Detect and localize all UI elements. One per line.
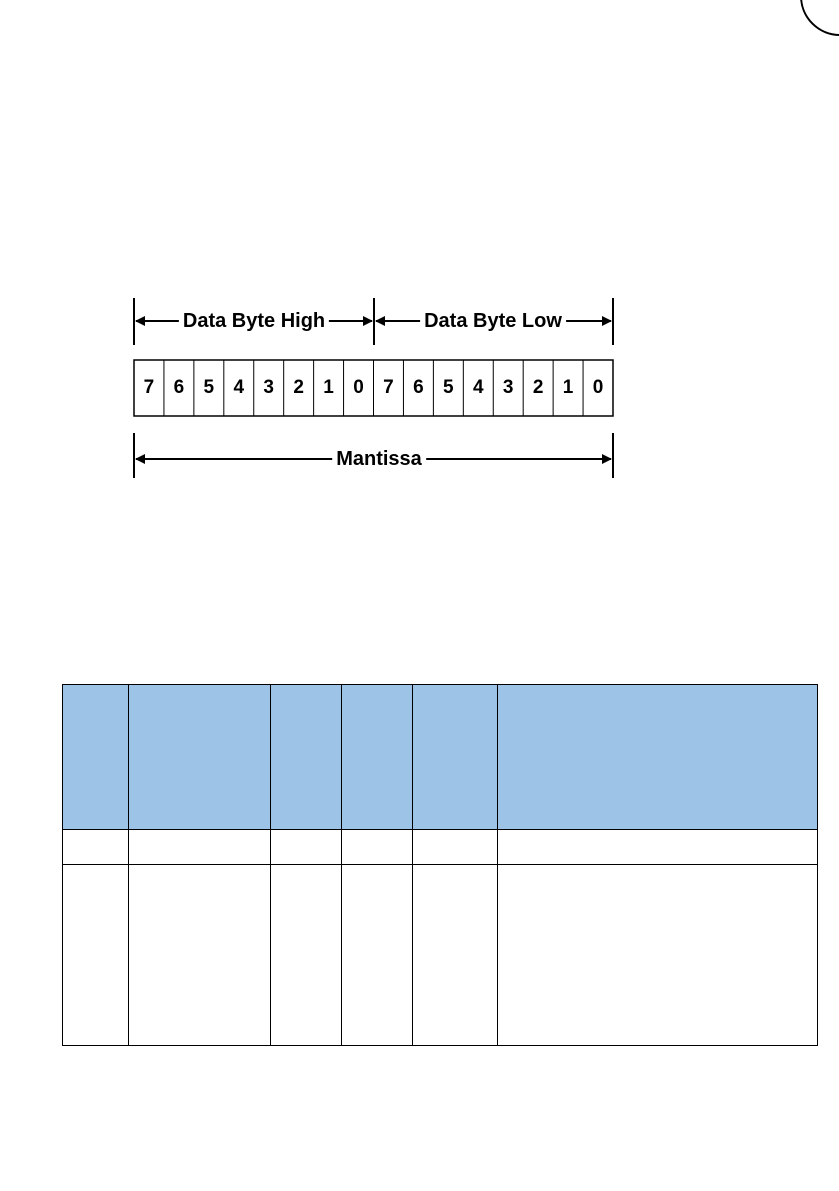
data-byte-low-label: Data Byte Low <box>420 310 566 332</box>
bit-cell: 6 <box>413 377 424 398</box>
diagram-lines <box>0 0 839 520</box>
table-cell <box>413 830 498 865</box>
bit-cell: 1 <box>562 377 574 398</box>
header-cell <box>342 685 413 830</box>
bit-cell: 4 <box>472 377 484 398</box>
header-cell <box>498 685 818 830</box>
bit-cell: 3 <box>263 377 274 398</box>
table-row <box>63 865 818 1046</box>
bit-cell: 4 <box>233 377 245 398</box>
table-cell <box>63 830 129 865</box>
bit-cell: 6 <box>173 377 185 398</box>
bit-field-diagram <box>0 0 839 520</box>
table-header-row <box>63 685 818 830</box>
bit-cell: 5 <box>203 377 215 398</box>
bit-cell: 5 <box>443 377 454 398</box>
bit-cell: 0 <box>353 377 364 398</box>
table-cell <box>498 830 818 865</box>
header-cell <box>63 685 129 830</box>
table-cell <box>129 865 271 1046</box>
header-cell <box>271 685 342 830</box>
bit-cell: 3 <box>502 377 514 398</box>
table-cell <box>129 830 271 865</box>
bit-cell: 2 <box>293 377 304 398</box>
table-cell <box>498 865 818 1046</box>
mantissa-label: Mantissa <box>332 448 426 470</box>
table-cell <box>63 865 129 1046</box>
table-cell <box>342 865 413 1046</box>
bit-cell: 2 <box>532 377 544 398</box>
table-cell <box>271 830 342 865</box>
register-table <box>62 684 818 1046</box>
bit-cell: 0 <box>592 377 604 398</box>
header-cell <box>413 685 498 830</box>
table-cell <box>342 830 413 865</box>
header-cell <box>129 685 271 830</box>
bit-cell: 7 <box>143 377 155 398</box>
data-byte-high-label: Data Byte High <box>179 310 329 332</box>
table-cell <box>413 865 498 1046</box>
bit-cell: 1 <box>323 377 334 398</box>
table-row <box>63 830 818 865</box>
bit-cell: 7 <box>383 377 394 398</box>
table-cell <box>271 865 342 1046</box>
